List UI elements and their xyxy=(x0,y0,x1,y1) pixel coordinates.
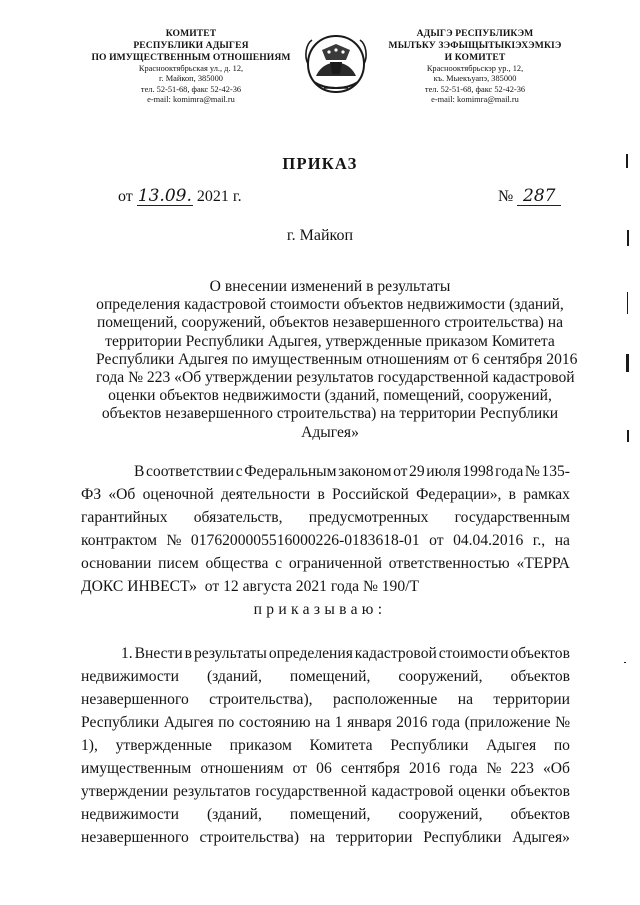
word: территории xyxy=(335,829,413,846)
word: обязательств, xyxy=(193,509,283,526)
scan-mark xyxy=(627,430,629,442)
word: объектов xyxy=(510,806,570,823)
item1-line xyxy=(81,828,570,848)
org-email: e-mail: komimra@mail.ru xyxy=(147,95,235,105)
word: от xyxy=(292,760,308,777)
word: в xyxy=(184,645,193,662)
scan-mark xyxy=(627,292,628,314)
word: результатов xyxy=(173,783,251,800)
word: в xyxy=(508,486,517,503)
word: 1), xyxy=(81,737,98,754)
preamble-line xyxy=(81,531,570,551)
subject-line: объектов незавершенного строительства) на территории Республики xyxy=(101,405,559,423)
org-city: г. Майкоп, 385000 xyxy=(159,74,223,84)
word: (зданий, xyxy=(206,668,262,685)
word: 04.04.2016 xyxy=(453,532,524,549)
org-city: къ. Мыекъуапэ, 385000 xyxy=(433,74,517,84)
word: приказом xyxy=(229,737,292,754)
word: гарантийных xyxy=(81,509,168,526)
word: «Об xyxy=(108,486,136,503)
word: (зданий, xyxy=(206,806,262,823)
word: 0176200005516000226-0183618-01 xyxy=(190,532,420,549)
scan-mark xyxy=(627,230,629,246)
word: года xyxy=(431,714,461,731)
subject-line: оценки объектов недвижимости (зданий, помещений, сооружений, xyxy=(108,387,552,405)
item1-line xyxy=(81,690,570,710)
scan-mark xyxy=(626,354,629,372)
word: оценочной xyxy=(142,486,214,503)
number-prefix: № xyxy=(498,188,514,205)
number-handwritten: 287 xyxy=(517,188,561,206)
word: ФЗ xyxy=(81,486,102,503)
word: соответствии xyxy=(145,463,235,480)
word: Адыгея xyxy=(163,714,214,731)
word: территории xyxy=(493,691,570,708)
word: оценки xyxy=(458,783,506,800)
date-suffix: 2021 г. xyxy=(196,188,242,205)
item1-line xyxy=(81,713,570,733)
word: года xyxy=(449,760,478,777)
word: Федеральным xyxy=(244,463,337,480)
word: Федерации», xyxy=(416,486,502,503)
word: января xyxy=(347,714,392,731)
word: недвижимости xyxy=(81,806,179,823)
word: № xyxy=(486,760,502,777)
word: результаты xyxy=(193,645,267,662)
preamble-line xyxy=(134,462,570,482)
word: на xyxy=(457,691,474,708)
subject-line: года № 223 «Об утверждении результатов государственной кадастровой xyxy=(96,369,575,387)
item1-line xyxy=(81,782,570,802)
preamble-line xyxy=(81,554,570,574)
order-date xyxy=(118,188,242,206)
order-city: г. Майкоп xyxy=(286,227,354,244)
word: помещений, xyxy=(289,806,371,823)
word: строительства), xyxy=(209,691,313,708)
word: отношениям xyxy=(200,760,284,777)
org-email: e-mail: komimra@mail.ru xyxy=(431,95,519,105)
org-phone: тел. 52-51-68, факс 52-42-36 xyxy=(424,84,526,94)
word: Республики xyxy=(423,829,502,846)
preamble-line xyxy=(81,485,570,505)
word: сооружений, xyxy=(398,668,483,685)
item1-line xyxy=(81,759,570,779)
word: от xyxy=(429,532,444,549)
word: июля xyxy=(426,463,461,480)
word: стоимости xyxy=(438,645,509,662)
word: кадастровой xyxy=(371,783,454,800)
subject-line: определения кадастровой стоимости объектов недвижимости (зданий, xyxy=(96,296,564,314)
subject-line: О внесении изменений в результаты xyxy=(209,278,451,295)
preamble-line: ДОКС ИНВЕСТ» от 12 августа 2021 года № 190/Т xyxy=(81,578,420,595)
word: утверждении xyxy=(81,783,169,800)
word: 2016 xyxy=(396,714,428,731)
org-address: Краснооктябрьскэр ур., 12, xyxy=(426,64,524,73)
word: предусмотренных xyxy=(308,509,429,526)
word: помещений, xyxy=(289,668,371,685)
order-number xyxy=(498,188,561,206)
word: объектов xyxy=(510,645,570,662)
word: незавершенного xyxy=(81,829,189,846)
subject-line: помещений, сооружений, объектов незавершенного строительства) на xyxy=(96,314,564,332)
word: ограниченной xyxy=(288,555,383,572)
item1-line xyxy=(121,644,570,664)
word: на xyxy=(554,532,570,549)
word: писем xyxy=(158,555,199,572)
word: 06 xyxy=(316,760,332,777)
word: рамках xyxy=(523,486,570,503)
word: Адыгея xyxy=(486,737,537,754)
word: 135- xyxy=(541,463,570,480)
word: имущественным xyxy=(81,760,192,777)
decree-word: приказываю: xyxy=(253,601,387,618)
word: расположенные xyxy=(332,691,438,708)
word: года xyxy=(495,463,524,480)
word: Внести xyxy=(134,645,183,662)
word: ответственностью xyxy=(388,555,510,572)
word: с xyxy=(275,555,283,572)
word: на xyxy=(315,714,331,731)
org-name-line: И КОМИТЕТ xyxy=(444,52,506,63)
word: Республики xyxy=(390,737,469,754)
word: Адыгея» xyxy=(512,829,570,846)
word: состоянию xyxy=(238,714,311,731)
word: «Об xyxy=(542,760,570,777)
word: № xyxy=(524,463,540,480)
date-handwritten: 13.09. xyxy=(137,186,192,206)
word: по xyxy=(553,737,570,754)
word: законом xyxy=(338,463,392,480)
letterhead-right xyxy=(380,28,570,106)
scan-mark xyxy=(624,662,626,663)
word: по xyxy=(218,714,235,731)
org-name-line: КОМИТЕТ xyxy=(165,28,217,39)
org-address: Краснооктябрьская ул., д. 12, xyxy=(138,64,244,73)
word: общества xyxy=(205,555,269,572)
preamble-line xyxy=(81,508,570,528)
word: Комитета xyxy=(309,737,373,754)
word: объектов xyxy=(510,783,570,800)
subject-line: территории Республики Адыгея, утвержденные приказом Комитета xyxy=(105,332,555,350)
org-name-line: ПО ИМУЩЕСТВЕННЫМ ОТНОШЕНИЯМ xyxy=(91,52,291,63)
org-phone: тел. 52-51-68, факс 52-42-36 xyxy=(140,84,242,94)
item1-line xyxy=(81,736,570,756)
word: 1. xyxy=(121,645,133,662)
org-name-line: АДЫГЭ РЕСПУБЛИКЭМ xyxy=(416,28,534,39)
word: строительства) xyxy=(199,829,300,846)
word: сентября xyxy=(340,760,400,777)
subject-line: Республики Адыгея по имущественным отношениям от 6 сентября 2016 xyxy=(96,350,578,368)
word: г., xyxy=(532,532,546,549)
word: № xyxy=(555,714,570,731)
word: «ТЕРРА xyxy=(516,555,570,572)
word: деятельности xyxy=(220,486,311,503)
word: государственной xyxy=(255,783,367,800)
word: определения xyxy=(268,645,353,662)
word: Республики xyxy=(81,714,160,731)
word: Российской xyxy=(332,486,409,503)
date-prefix: от xyxy=(118,188,133,205)
word: государственным xyxy=(454,509,570,526)
word: (приложение xyxy=(464,714,551,731)
scan-mark xyxy=(626,154,628,168)
subject-line: Адыгея» xyxy=(301,423,359,441)
item1-line xyxy=(81,805,570,825)
letterhead-left xyxy=(88,28,294,106)
word: 29 xyxy=(409,463,425,480)
word: утвержденные xyxy=(115,737,212,754)
republic-coat-of-arms-icon xyxy=(300,30,372,100)
word: от xyxy=(393,463,408,480)
order-title: ПРИКАЗ xyxy=(282,154,358,173)
word: в xyxy=(317,486,325,503)
word: недвижимости xyxy=(81,668,179,685)
word: В xyxy=(134,463,145,480)
word: 223 xyxy=(510,760,534,777)
word: № xyxy=(166,532,182,549)
word: незавершенного xyxy=(81,691,189,708)
item1-line xyxy=(81,667,570,687)
word: 1998 xyxy=(462,463,494,480)
word: 1 xyxy=(334,714,343,731)
word: кадастровой xyxy=(354,645,437,662)
word: объектов xyxy=(510,668,570,685)
org-name-line: МЫЛЪКУ ЗЭФЫЩЫТЫКIЭХЭМКIЭ xyxy=(388,40,562,51)
word: основании xyxy=(81,555,152,572)
word: с xyxy=(235,463,243,480)
word: контрактом xyxy=(81,532,157,549)
word: 2016 xyxy=(408,760,441,777)
word: сооружений, xyxy=(398,806,483,823)
org-name-line: РЕСПУБЛИКИ АДЫГЕЯ xyxy=(133,40,249,51)
word: на xyxy=(309,829,326,846)
order-subject xyxy=(96,278,578,442)
